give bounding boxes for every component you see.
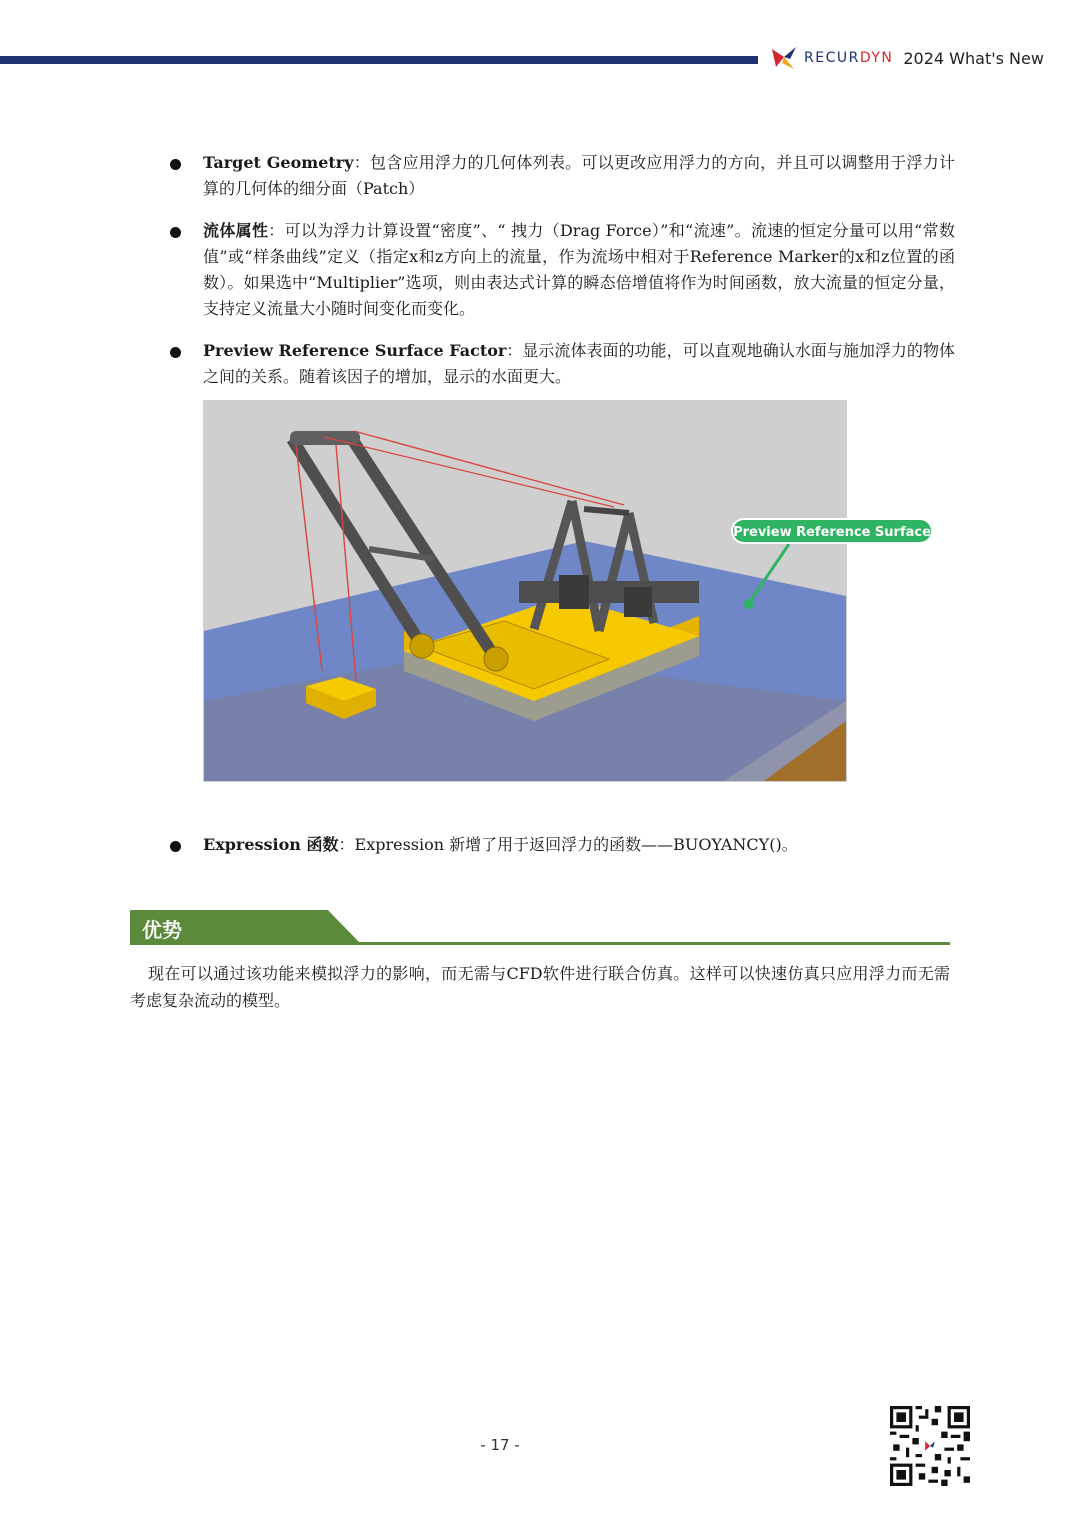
brand: [770, 44, 1044, 72]
bullet-target-geometry: Target Geometry：包含应用浮力的几何体列表。可以更改应用浮力的方向，并且可以调整用于浮力计算的几何体的细分面（Patch）: [165, 150, 955, 202]
bullet-preview-surface: Preview Reference Surface Factor：显示流体表面的功能，可以直观地确认水面与施加浮力的物体之间的关系。随着该因子的增加，显示的水面更大。: [165, 338, 955, 390]
header-bar: [0, 56, 758, 64]
bullet-icon: [170, 841, 181, 852]
section-title: 优势: [142, 918, 182, 942]
bullet-icon: [170, 227, 181, 238]
recurdyn-logo-icon: [770, 45, 798, 71]
brand-name: RECURDYN: [804, 50, 894, 66]
crane-barge-figure: [203, 400, 931, 782]
bullet-label: Target Geometry: [203, 153, 354, 172]
bullet-icon: [170, 159, 181, 170]
crane-barge-illustration: [204, 401, 931, 781]
page-number: - 17 -: [480, 1436, 520, 1454]
bullet-body: 包含应用浮力的几何体列表。可以更改应用浮力的方向，并且可以调整用于浮力计算的几何体的细分面（Patch）: [203, 153, 955, 198]
header-title: 2024 What's New: [903, 48, 1044, 68]
bullet-label: 流体属性: [203, 221, 269, 240]
bullet-label: Preview Reference Surface Factor: [203, 341, 507, 360]
preview-surface-callout: Preview Reference Surface: [733, 525, 931, 540]
section-divider: [130, 942, 950, 945]
bullet-list: [165, 150, 955, 406]
section-heading: [130, 910, 950, 946]
bullet-body: Expression 新增了用于返回浮力的函数——BUOYANCY()。: [354, 835, 798, 854]
bullet-icon: [170, 347, 181, 358]
bullet-body: 显示流体表面的功能，可以直观地确认水面与施加浮力的物体之间的关系。随着该因子的增加，显示的水面更大。: [203, 341, 955, 386]
qr-code-icon: [890, 1406, 970, 1486]
bullet-expression: Expression 函数：Expression 新增了用于返回浮力的函数——BUOYANCY()。: [165, 832, 955, 874]
bullet-fluid-properties: 流体属性：可以为浮力计算设置“密度”、“ 拽力（Drag Force）”和“流速”。流速的恒定分量可以用“常数值”或“样条曲线”定义（指定x和z方向上的流量，作为流场中相对于Reference Marker的x和z位置的函数）。如果选中“Multiplier”选项，则由表达式计算的瞬态倍增值将作为时间函数，放大流量的恒定分量，支持定义流量大小随时间变化而变化。: [165, 218, 955, 322]
section-paragraph: 现在可以通过该功能来模拟浮力的影响，而无需与CFD软件进行联合仿真。这样可以快速仿真只应用浮力而无需考虑复杂流动的模型。: [130, 964, 950, 1010]
bullet-label: Expression 函数: [203, 835, 339, 854]
bullet-body: 可以为浮力计算设置“密度”、“ 拽力（Drag Force）”和“流速”。流速的恒定分量可以用“常数值”或“样条曲线”定义（指定x和z方向上的流量，作为流场中相对于Reference Marker的x和z位置的函数）。如果选中“Multiplier”选项，则由表达式计算的瞬态倍增值将作为时间函数，放大流量的恒定分量，支持定义流量大小随时间变化而变化。: [203, 221, 955, 318]
